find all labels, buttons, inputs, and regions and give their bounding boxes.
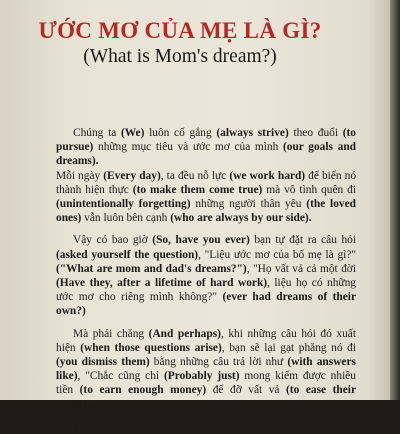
vietnamese-text: luôn cố gắng xyxy=(144,127,217,139)
english-gloss: (we work hard) xyxy=(229,169,306,182)
english-gloss: (who are always by our side). xyxy=(170,212,312,225)
english-gloss: (with answers like) xyxy=(56,356,356,383)
vietnamese-text: , khi những câu hỏi đó xuất hiện xyxy=(56,327,356,354)
english-gloss: (you dismiss them) xyxy=(56,356,150,369)
english-gloss: (unintentionally forgetting) xyxy=(56,198,191,211)
english-gloss: ("What are mom and dad's dreams?") xyxy=(56,262,247,275)
english-gloss: (asked yourself the question) xyxy=(56,248,199,261)
english-gloss: (Every day) xyxy=(103,169,161,182)
vietnamese-text: bằng những câu trả lời như xyxy=(149,356,288,369)
english-gloss: (And perhaps) xyxy=(148,327,221,340)
paragraph-5 xyxy=(56,420,356,434)
book-spine xyxy=(390,0,400,400)
english-gloss: (to make them come true) xyxy=(132,183,263,196)
english-gloss: (ever had dreams of their own?) xyxy=(56,291,356,318)
english-gloss: (to pursue) xyxy=(56,127,357,154)
body-text xyxy=(56,126,356,434)
vietnamese-text: , "Chắc cũng chỉ xyxy=(77,370,164,383)
page-subtitle: (What is Mom's dream?) xyxy=(83,46,277,67)
english-gloss: (Have they, after a lifetime of hard work) xyxy=(56,277,268,290)
english-gloss: (Probably just) xyxy=(163,370,240,383)
vietnamese-text: Vậy có bao giờ xyxy=(73,234,153,247)
english-gloss: (the loved ones) xyxy=(56,198,356,225)
vietnamese-text: những người thân yêu xyxy=(190,198,307,211)
vietnamese-text: Chúng ta xyxy=(73,127,121,139)
vietnamese-text: Mỗi ngày xyxy=(56,169,104,182)
vietnamese-text: để đỡ vất vả xyxy=(206,384,287,397)
english-gloss: (when those questions arise) xyxy=(80,341,222,354)
vietnamese-text: , liệu họ có những ước mơ cho riêng mình không?" xyxy=(56,277,356,304)
english-gloss: (our goals and dreams). xyxy=(56,141,356,168)
vietnamese-text: ..." xyxy=(107,398,124,411)
english-gloss: (So, have you ever) xyxy=(152,234,250,247)
vietnamese-text: để biến nó thành hiện thực xyxy=(56,169,357,196)
english-gloss: (to ease their hardships) xyxy=(56,384,357,411)
paragraph-2 xyxy=(56,169,356,226)
paragraph-3 xyxy=(56,233,356,318)
vietnamese-text: theo đuổi xyxy=(288,127,343,139)
vietnamese-text: vẫn luôn bên cạnh xyxy=(81,212,171,225)
english-gloss: (to earn enough money) xyxy=(79,384,207,397)
paragraph-4 xyxy=(56,327,356,412)
vietnamese-text: , ta đều nỗ lực xyxy=(160,169,230,182)
vietnamese-text: , bạn sẽ lại gạt phăng nó đi xyxy=(221,341,356,354)
vietnamese-text: , "Họ vất vả cả một đời xyxy=(246,262,356,275)
paragraph-1 xyxy=(56,126,356,169)
vietnamese-text: Mà phải chăng xyxy=(73,327,149,340)
vietnamese-text: bạn tự đặt ra câu hỏi xyxy=(249,234,357,247)
vietnamese-text: mong kiếm được nhiều tiền xyxy=(56,370,356,397)
vietnamese-text: mà vô tình quên đi xyxy=(262,183,356,196)
vietnamese-text: , "Liệu ước mơ của bố mẹ là gì?" xyxy=(198,248,357,261)
english-gloss: (We) xyxy=(121,127,145,139)
vietnamese-text: những mục tiêu và ước mơ của mình xyxy=(93,141,283,154)
english-gloss: (always strive) xyxy=(216,127,289,139)
page-title: ƯỚC MƠ CỦA MẸ LÀ GÌ? xyxy=(38,18,322,43)
vietnamese-text: Thật ra xyxy=(73,420,106,433)
